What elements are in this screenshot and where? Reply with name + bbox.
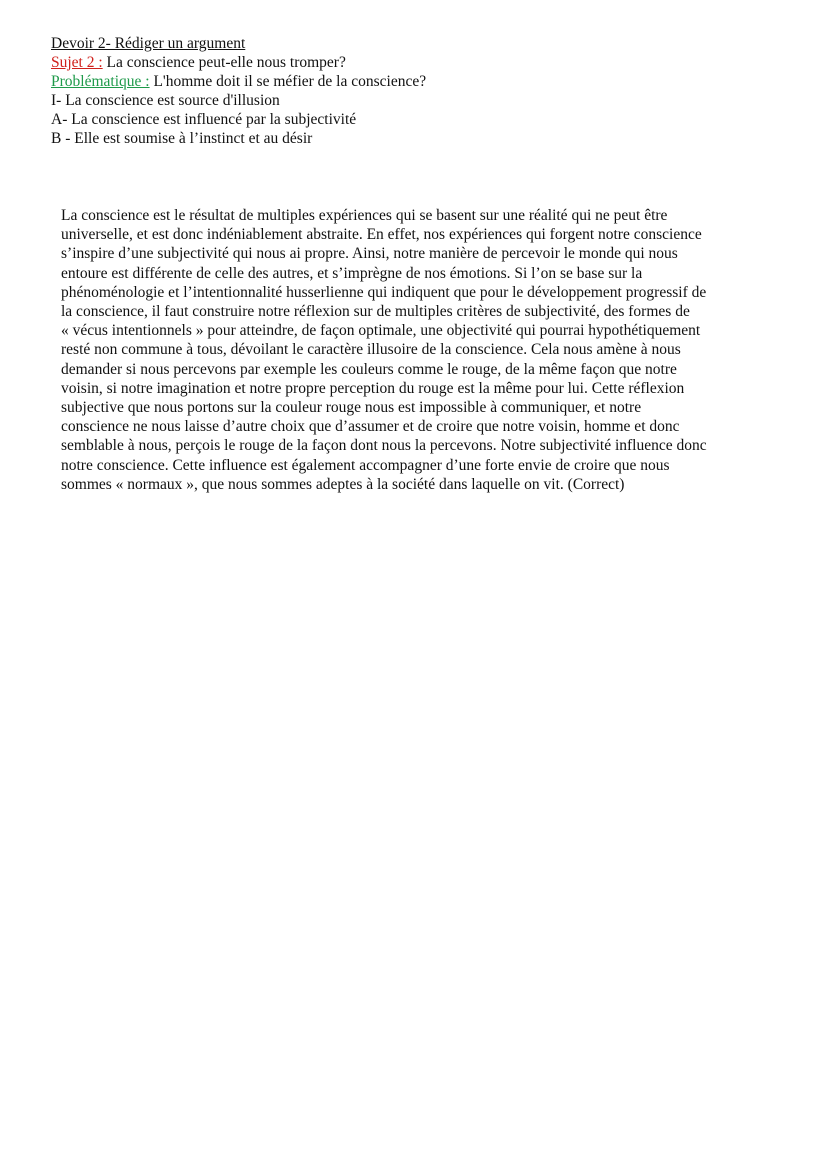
- paragraph-line: voisin, si notre imagination et notre propre perception du rouge est la même pour lui. Cette réflexion: [61, 379, 685, 397]
- paragraph-line: « vécus intentionnels » pour atteindre, de façon optimale, une objectivité qui pourrai hypothétiquement: [61, 322, 701, 340]
- paragraph-line: universelle, et est donc indéniablement abstraite. En effet, nos expériences qui forgent notre conscience: [61, 226, 702, 244]
- paragraph-line: entoure est différente de celle des autres, et s’imprègne de nos émotions. Si l’on se base sur la: [61, 264, 643, 282]
- outline-item: A- La conscience est influencé par la subjectivité: [51, 111, 357, 128]
- paragraph-line: resté non commune à tous, dévoilant le caractère illusoire de la conscience. Cela nous amène à nous: [61, 341, 681, 359]
- problem-label: Problématique :: [51, 73, 150, 90]
- paragraph-line: notre conscience. Cette influence est également accompagner d’une forte envie de croire que nous: [61, 456, 670, 474]
- subject-text: La conscience peut-elle nous tromper?: [102, 54, 346, 71]
- document-header: [51, 34, 791, 148]
- document-title: Devoir 2- Rédiger un argument: [51, 35, 246, 52]
- paragraph-line: subjective que nous portons sur la couleur rouge nous est impossible à communiquer, et notre: [61, 399, 642, 417]
- outline-item: I- La conscience est source d'illusion: [51, 92, 280, 109]
- paragraph-line: la conscience, il faut construire notre réflexion sur de multiples critères de subjectivité, des formes de: [61, 303, 690, 321]
- problem-line: [51, 72, 791, 91]
- outline-item: B - Elle est soumise à l’instinct et au désir: [51, 130, 313, 147]
- subject-label: Sujet 2 :: [51, 54, 103, 71]
- paragraph-line: demander si nous percevons par exemple les couleurs comme le rouge, de la même façon que notre: [61, 360, 677, 378]
- paragraph-line: conscience ne nous laisse d’autre choix que d’assumer et de croire que notre voisin, homme et donc: [61, 418, 680, 436]
- paragraph-line: semblable à nous, perçois le rouge de la façon dont nous la percevons. Notre subjectivité influence donc: [61, 437, 707, 455]
- problem-text: L'homme doit il se méfier de la conscience?: [149, 73, 427, 90]
- paragraph-line: sommes « normaux », que nous sommes adeptes à la société dans laquelle on vit. (Correct): [61, 475, 625, 493]
- argument-paragraph: [61, 206, 763, 494]
- paragraph-line: La conscience est le résultat de multiples expériences qui se basent sur une réalité qui ne peut être: [61, 207, 668, 224]
- paragraph-line: phénoménologie et l’intentionnalité husserlienne qui indiquent que pour le développement progressif de: [61, 283, 707, 301]
- paragraph-line: s’inspire d’une subjectivité qui nous ai propre. Ainsi, notre manière de percevoir le monde qui nous: [61, 245, 678, 263]
- subject-line: [51, 53, 791, 72]
